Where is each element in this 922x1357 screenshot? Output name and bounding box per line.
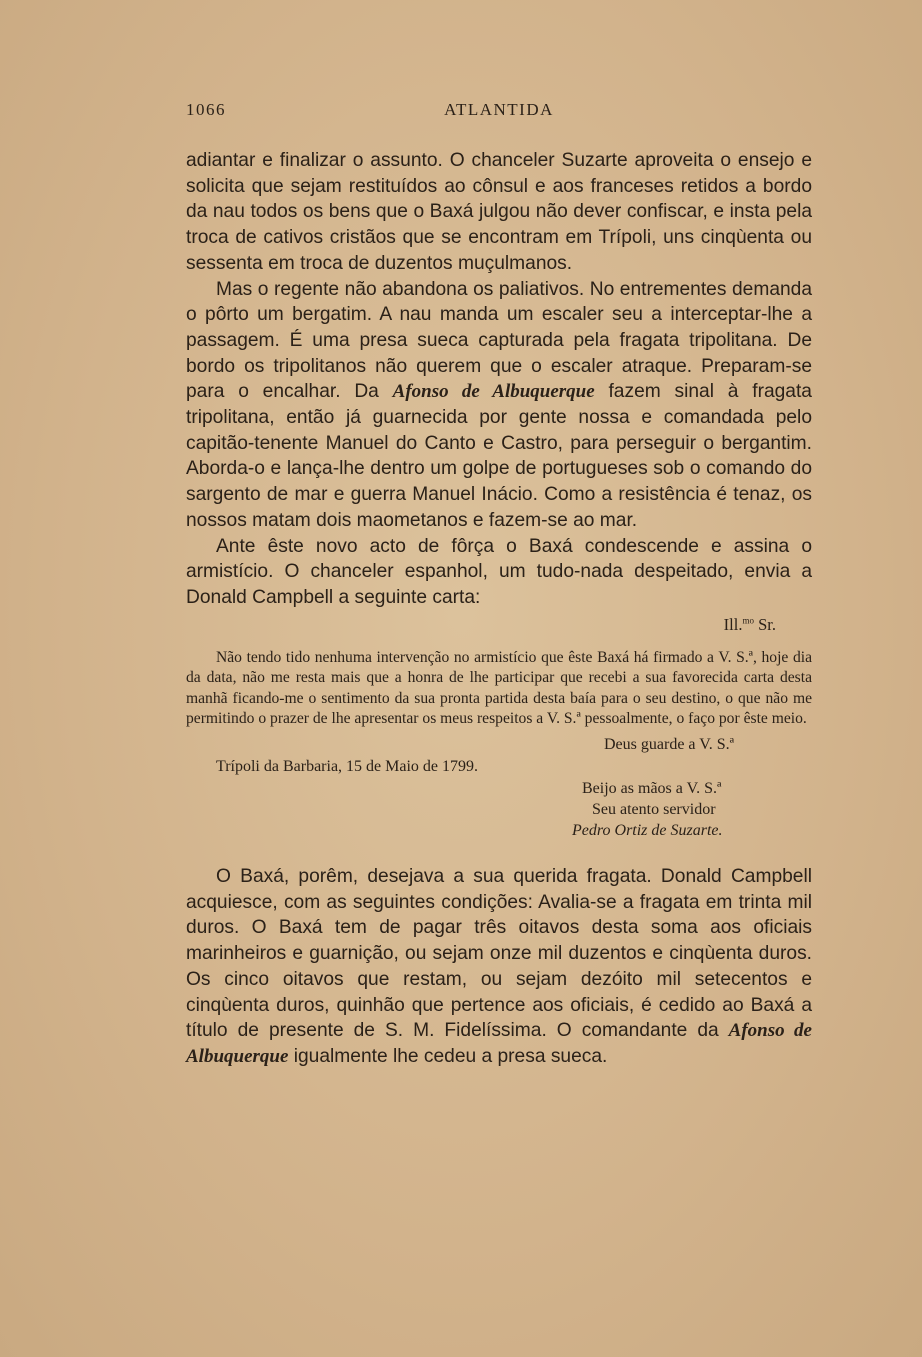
salutation-text: Ill.	[723, 614, 743, 634]
letter-closing	[186, 734, 812, 846]
letter-salutation	[186, 611, 812, 638]
paragraph-3: Ante êste novo acto de fôrça o Baxá condescende e assina o armistício. O chanceler espanhol, um tudo-nada despeitado, envia a Donald Campbell a seguinte carta:	[186, 535, 812, 608]
salutation-superscript: mo	[742, 615, 754, 626]
page-number: 1066	[186, 100, 226, 119]
running-title: ATLANTIDA	[444, 100, 554, 119]
page-header	[186, 100, 812, 128]
quoted-letter	[186, 648, 812, 846]
closing-line-3: Seu atento servidor	[592, 801, 716, 819]
paragraph-2-text-a: Mas o regente não abandona os paliativos. No entrementes demanda o pôrto um bergatim. A nau manda um escaler seu a interceptar-lhe a passagem. É uma presa sueca capturada pela fragata tripolitana. De bordo os tripolitanos não querem que o escaler atraque. Preparam-se para o encalhar. Da	[186, 278, 812, 403]
paragraph-2-text-b: fazem sinal à fragata tripolitana, então já guarnecida por gente nossa e comandada pelo capitão-tenente Manuel do Canto e Castro, para perseguir o bergantim. Aborda-o e lança-lhe dentro um golpe de portugueses sob o comando do sargento de mar e guerra Manuel Inácio. Como a resistência é tenaz, os nossos matam dois maometanos e fazem-se ao mar.	[186, 381, 812, 531]
paragraph-4-text-a: O Baxá, porêm, desejava a sua querida fragata. Donald Campbell acquiesce, com as seguintes condições: Avalia-se a fragata em trinta mil duros. O Baxá tem de pagar três oitavos desta soma aos oficiais marinheiros e guarnição, ou sejam onze mil duzentos e cinqùenta duros. Os cinco oitavos que restam, ou sejam dezóito mil setecentos e cinqùenta duros, quinhão que pertence aos oficiais, é cedido ao Baxá a título de presente de S. M. Fidelíssima. O comandante da	[186, 866, 812, 1042]
body-text	[186, 148, 812, 1070]
paragraph-4	[186, 864, 812, 1070]
letter-body: Não tendo tido nenhuma intervenção no armistício que êste Baxá há firmado a V. S.ª, hoje dia da data, não me resta mais que a honra de lhe participar que recebi a sua favorecida carta desta manhã ficando-me o sentimento da sua pronta partida desta baía para o seu destino, o que não me permitindo o prazer de lhe apresentar os meus respeitos a V. S.ª pessoalmente, o faço por êste meio.	[186, 648, 812, 728]
letter-signature: Pedro Ortiz de Suzarte.	[572, 822, 723, 840]
paragraph-1: adiantar e finalizar o assunto. O chanceler Suzarte aproveita o ensejo e solicita que sejam restituídos ao cônsul e aos franceses retidos a bordo da nau todos os bens que o Baxá julgou não dever confiscar, e insta pela troca de cativos cristãos que se encontram em Trípoli, uns cinqùenta ou sessenta em troca de duzentos muçulmanos.	[186, 150, 812, 274]
ship-name-2: Afonso de Albuquerque	[186, 1020, 812, 1067]
paragraph-2	[186, 277, 812, 534]
paragraph-4-text-b: igualmente lhe cedeu a presa sueca.	[288, 1045, 608, 1067]
salutation-text-end: Sr.	[753, 614, 776, 634]
ship-name: Afonso de Albuquerque	[392, 381, 595, 403]
closing-line-1: Deus guarde a V. S.ª	[604, 736, 735, 754]
closing-line-2: Beijo as mãos a V. S.ª	[582, 780, 722, 798]
place-and-date: Trípoli da Barbaria, 15 de Maio de 1799.	[216, 758, 479, 776]
